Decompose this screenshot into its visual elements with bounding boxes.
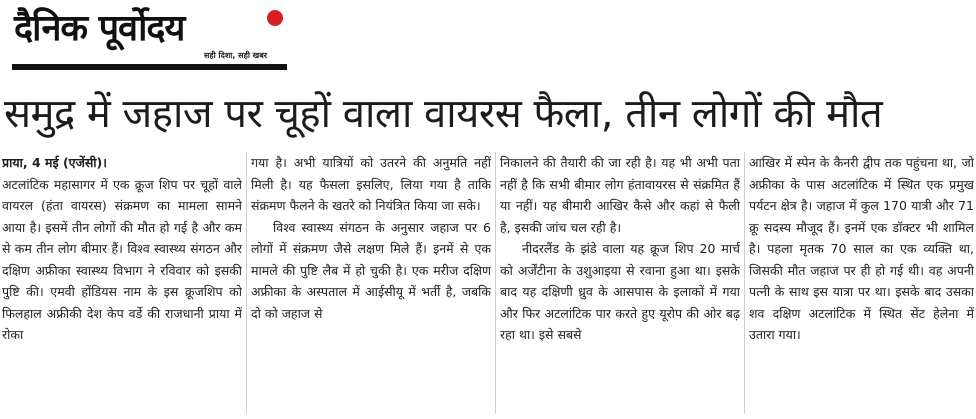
logo-dot-icon [267, 10, 283, 26]
article-column-3 [500, 152, 740, 419]
paragraph: अटलांटिक महासागर में एक क्रूज शिप पर चूहों वाले वायरल (हंता वायरस) संक्रमण का मामला सामने आया है। इसमें तीन लोगों की मौत हो गई है और कम से कम तीन लोग बीमार हैं। विश्व स्वास्थ्य संगठन और दक्षिण अफ्रीका स्वास्थ्य विभाग ने रविवार को इसकी पुष्टि की। एमवी होंडियस नाम के इस क्रूजशिप को फिलहाल अफ्रीकी देश केप वर्डे की राजधानी प्राया में रोका [2, 176, 242, 342]
logo-text: दैनिक पूर्वोदय [14, 8, 185, 49]
article-column-1 [2, 152, 242, 419]
masthead [0, 0, 976, 78]
column-divider [246, 152, 247, 414]
article-column-2 [251, 152, 491, 419]
newspaper-logo [10, 2, 292, 76]
article-column-4 [749, 152, 974, 419]
article-headline: समुद्र में जहाज पर चूहों वाला वायरस फैला, तीन लोगों की मौत [4, 91, 883, 137]
column-divider [495, 152, 496, 414]
paragraph: विश्व स्वास्थ्य संगठन के अनुसार जहाज पर 6 लोगों में संक्रमण जैसे लक्षण मिले हैं। इनमें से एक मामले की पुष्टि लैब में हो चुकी है। एक मरीज दक्षिण अफ्रीका के अस्पताल में आईसीयू में भर्ती है, जबकि दो को जहाज से [251, 219, 491, 321]
article-body [0, 152, 976, 419]
paragraph: निकालने की तैयारी की जा रही है। यह भी अभी पता नहीं है कि सभी बीमार लोग हंतावायरस से संक्रमित हैं या नहीं। यह बीमारी आखिर कैसे और कहां से फैली है, इसकी जांच चल रही है। [500, 155, 740, 235]
logo-tagline: सही दिशा, सही खबर [204, 51, 268, 60]
column-divider [744, 152, 745, 414]
paragraph: गया है। अभी यात्रियों को उतरने की अनुमति नहीं मिली है। यह फैसला इसलिए, लिया गया है ताकि संक्रमण फैलने के खतरे को नियंत्रित किया जा सके। [251, 155, 491, 213]
dateline: प्राया, 4 मई (एजेंसी)। [2, 155, 107, 170]
paragraph: नीदरलैंड के झंडे वाला यह क्रूज शिप 20 मार्च को अर्जेंटीना के उशुआइया से रवाना हुआ था। इसके बाद यह दक्षिणी ध्रुव के आसपास के इलाकों में गया और फिर अटलांटिक पार करते हुए यूरोप की ओर बढ़ रहा था। इसे सबसे [500, 241, 740, 342]
logo-underline [12, 64, 287, 70]
paragraph: आखिर में स्पेन के कैनरी द्वीप तक पहुंचना था, जो अफ्रीका के पास अटलांटिक में स्थित एक प्रमुख पर्यटन क्षेत्र है। जहाज में कुल 170 यात्री और 71 क्रू सदस्य मौजूद हैं। इनमें एक डॉक्टर भी शामिल है। पहला मृतक 70 साल का एक व्यक्ति था, जिसकी मौत जहाज पर ही हो गई थी। वह अपनी पत्नी के साथ इस यात्रा पर था। इसके बाद उसका शव दक्षिण अटलांटिक में स्थित सेंट हेलेना में उतारा गया। [749, 155, 974, 342]
